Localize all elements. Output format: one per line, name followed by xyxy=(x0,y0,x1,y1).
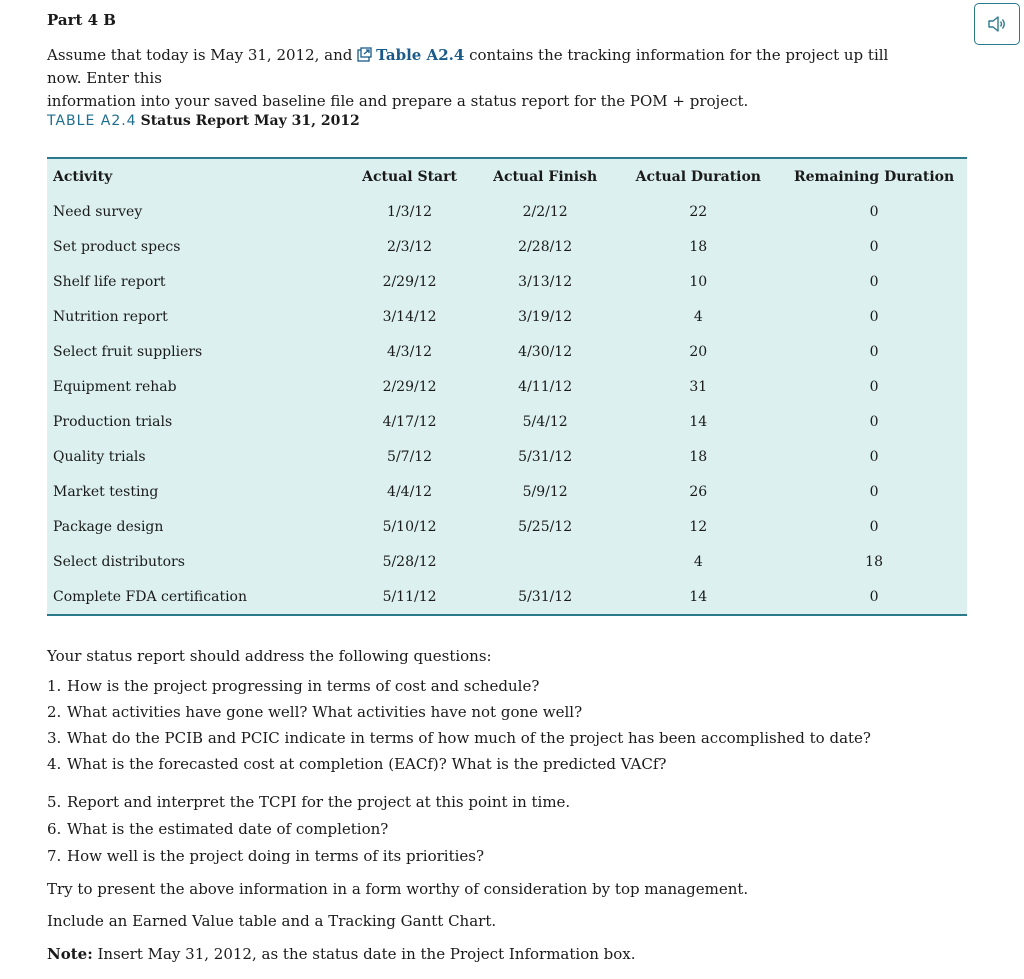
audio-button[interactable] xyxy=(974,3,1020,45)
cell-actual-start: 2/29/12 xyxy=(382,378,437,395)
cell-remaining-duration: 0 xyxy=(869,238,879,255)
question-text: What is the estimated date of completion? xyxy=(67,820,389,838)
table-row xyxy=(47,404,967,439)
cell-actual-start: 2/29/12 xyxy=(382,273,437,290)
question-text: What activities have gone well? What activities have not gone well? xyxy=(67,703,583,721)
question-number: 5. xyxy=(47,793,62,811)
question-item xyxy=(47,755,666,773)
cell-actual-start: 3/14/12 xyxy=(382,308,437,325)
cell-actual-duration: 20 xyxy=(689,343,708,360)
cell-actual-duration: 12 xyxy=(689,518,708,535)
cell-actual-start: 1/3/12 xyxy=(387,203,433,220)
closing-note xyxy=(47,945,636,963)
cell-activity: Production trials xyxy=(53,413,173,430)
header-activity: Activity xyxy=(53,168,113,185)
cell-actual-finish xyxy=(475,544,616,579)
table-row xyxy=(47,579,967,615)
table-row xyxy=(47,509,967,544)
cell-remaining-duration: 0 xyxy=(869,588,879,605)
table-row xyxy=(47,299,967,334)
cell-actual-finish: 5/9/12 xyxy=(522,483,568,500)
cell-activity: Quality trials xyxy=(53,448,146,465)
table-caption xyxy=(47,113,360,129)
external-link-icon xyxy=(357,47,372,62)
question-text: What is the forecasted cost at completion (EACf)? What is the predicted VACf? xyxy=(67,755,667,773)
cell-activity: Equipment rehab xyxy=(53,378,177,395)
cell-actual-start: 5/10/12 xyxy=(382,518,437,535)
cell-activity: Market testing xyxy=(53,483,159,500)
question-number: 2. xyxy=(47,703,62,721)
table-row xyxy=(47,229,967,264)
cell-activity: Shelf life report xyxy=(53,273,166,290)
cell-actual-finish: 5/31/12 xyxy=(518,448,573,465)
table-label: TABLE A2.4 xyxy=(47,113,137,129)
intro-text-3: information into your saved baseline file and prepare a status report for the POM + project. xyxy=(47,92,749,110)
question-text: Report and interpret the TCPI for the project at this point in time. xyxy=(67,793,571,811)
table-row xyxy=(47,439,967,474)
question-item xyxy=(47,703,582,721)
question-text: How is the project progressing in terms of cost and schedule? xyxy=(67,677,540,695)
cell-actual-finish: 5/25/12 xyxy=(518,518,573,535)
header-actual-finish: Actual Finish xyxy=(493,168,598,185)
question-number: 6. xyxy=(47,820,62,838)
speaker-icon xyxy=(987,16,1007,32)
cell-activity: Nutrition report xyxy=(53,308,168,325)
cell-actual-finish: 4/30/12 xyxy=(518,343,573,360)
question-item xyxy=(47,729,871,747)
cell-actual-start: 5/11/12 xyxy=(382,588,437,605)
cell-actual-duration: 14 xyxy=(689,413,708,430)
cell-actual-finish: 5/31/12 xyxy=(518,588,573,605)
header-actual-start: Actual Start xyxy=(362,168,457,185)
cell-actual-start: 4/17/12 xyxy=(382,413,437,430)
note-label: Note: xyxy=(47,945,93,963)
question-number: 3. xyxy=(47,729,62,747)
cell-actual-start: 2/3/12 xyxy=(387,238,433,255)
cell-actual-duration: 22 xyxy=(689,203,708,220)
cell-actual-duration: 26 xyxy=(689,483,708,500)
table-row xyxy=(47,544,967,579)
cell-remaining-duration: 18 xyxy=(865,553,883,570)
closing-line-2: Include an Earned Value table and a Tracking Gantt Chart. xyxy=(47,912,497,930)
cell-remaining-duration: 0 xyxy=(869,308,879,325)
closing-line-1: Try to present the above information in a form worthy of consideration by top management. xyxy=(47,880,749,898)
questions-intro: Your status report should address the following questions: xyxy=(47,647,492,665)
cell-actual-start: 4/3/12 xyxy=(387,343,433,360)
cell-actual-finish: 4/11/12 xyxy=(518,378,573,395)
table-row xyxy=(47,194,967,229)
cell-remaining-duration: 0 xyxy=(869,518,879,535)
table-header-row xyxy=(47,158,967,194)
cell-actual-start: 4/4/12 xyxy=(387,483,433,500)
cell-remaining-duration: 0 xyxy=(869,343,879,360)
table-link-label[interactable]: Table A2.4 xyxy=(376,46,465,64)
table-row xyxy=(47,474,967,509)
header-actual-duration: Actual Duration xyxy=(635,168,761,185)
cell-actual-finish: 2/2/12 xyxy=(522,203,568,220)
cell-actual-duration: 18 xyxy=(689,238,708,255)
cell-actual-start: 5/7/12 xyxy=(387,448,433,465)
intro-text-1: Assume that today is May 31, 2012, and xyxy=(47,46,358,64)
table-link[interactable] xyxy=(357,46,464,64)
intro-text-2: contains the tracking information for the project up till now. Enter this xyxy=(47,46,889,87)
question-item xyxy=(47,820,388,838)
cell-actual-finish: 3/13/12 xyxy=(518,273,573,290)
part-title: Part 4 B xyxy=(47,11,116,29)
cell-actual-duration: 4 xyxy=(693,553,703,570)
question-item xyxy=(47,793,570,811)
table-row xyxy=(47,264,967,299)
question-number: 7. xyxy=(47,847,62,865)
cell-activity: Need survey xyxy=(53,203,143,220)
question-item xyxy=(47,847,484,865)
cell-activity: Select distributors xyxy=(53,553,185,570)
cell-remaining-duration: 0 xyxy=(869,448,879,465)
intro-paragraph xyxy=(47,44,927,113)
cell-activity: Package design xyxy=(53,518,164,535)
cell-activity: Select fruit suppliers xyxy=(53,343,203,360)
question-number: 1. xyxy=(47,677,62,695)
cell-actual-duration: 14 xyxy=(689,588,708,605)
cell-remaining-duration: 0 xyxy=(869,203,879,220)
cell-remaining-duration: 0 xyxy=(869,273,879,290)
cell-actual-duration: 4 xyxy=(693,308,703,325)
cell-activity: Set product specs xyxy=(53,238,181,255)
question-text: How well is the project doing in terms of its priorities? xyxy=(67,847,485,865)
cell-activity: Complete FDA certification xyxy=(53,588,247,605)
status-table xyxy=(47,157,967,616)
cell-actual-finish: 5/4/12 xyxy=(522,413,568,430)
question-number: 4. xyxy=(47,755,62,773)
cell-actual-start: 5/28/12 xyxy=(382,553,437,570)
cell-actual-duration: 31 xyxy=(689,378,708,395)
cell-remaining-duration: 0 xyxy=(869,413,879,430)
table-title: Status Report May 31, 2012 xyxy=(140,113,360,129)
question-item xyxy=(47,677,539,695)
table-row xyxy=(47,369,967,404)
cell-actual-finish: 2/28/12 xyxy=(518,238,573,255)
note-text: Insert May 31, 2012, as the status date in the Project Information box. xyxy=(92,945,636,963)
cell-actual-duration: 18 xyxy=(689,448,708,465)
cell-actual-duration: 10 xyxy=(689,273,708,290)
cell-remaining-duration: 0 xyxy=(869,483,879,500)
cell-actual-finish: 3/19/12 xyxy=(518,308,573,325)
cell-remaining-duration: 0 xyxy=(869,378,879,395)
question-text: What do the PCIB and PCIC indicate in terms of how much of the project has been accomplished to date? xyxy=(67,729,871,747)
header-remaining-duration: Remaining Duration xyxy=(794,168,955,185)
table-row xyxy=(47,334,967,369)
